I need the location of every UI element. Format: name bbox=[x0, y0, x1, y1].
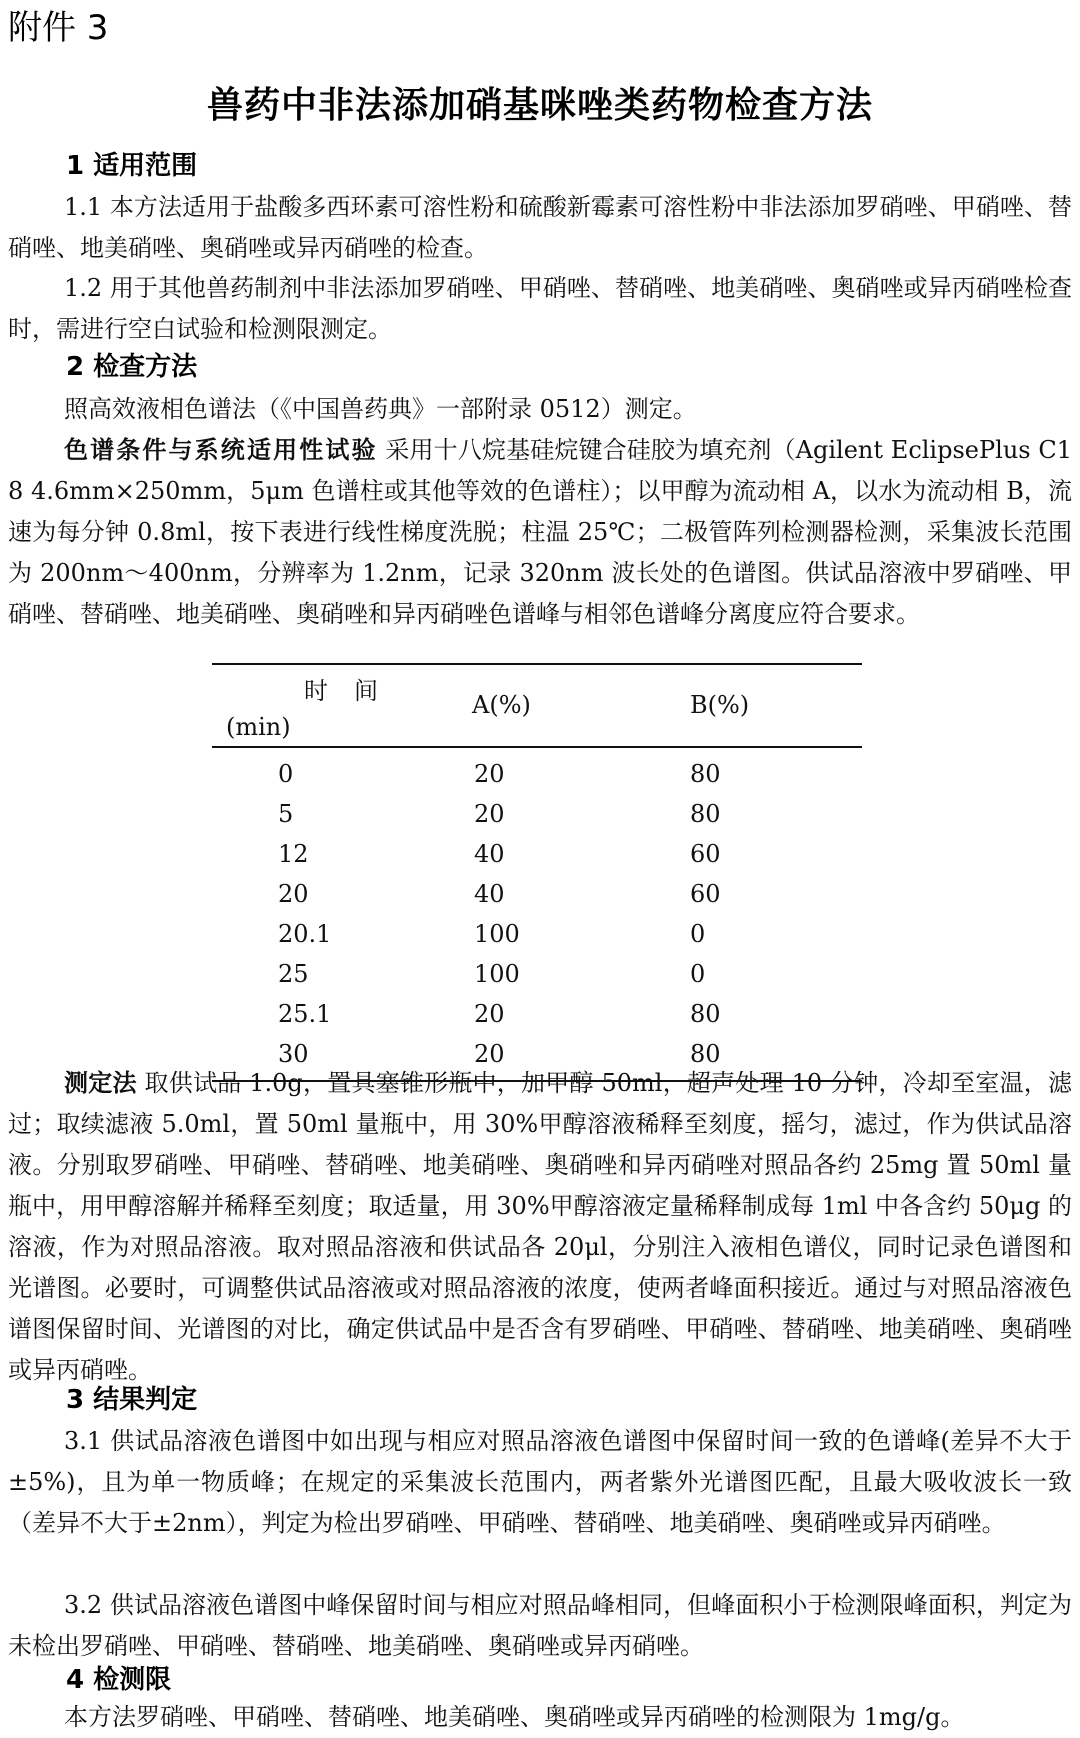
table-row bbox=[212, 914, 862, 954]
header-a: A(%) bbox=[472, 691, 531, 719]
gradient-table-header bbox=[212, 665, 862, 748]
cell-a: 40 bbox=[474, 880, 505, 908]
gradient-table-body bbox=[212, 748, 862, 1080]
determination-lead: 测定法 bbox=[64, 1069, 137, 1097]
determination-text: 取供试品 1.0g，置具塞锥形瓶中，加甲醇 50ml，超声处理 10 分钟，冷却至室温，滤过；取续滤液 5.0ml，置 50ml 量瓶中，用 30%甲醇溶液稀释至刻度，摇匀，滤过，作为供试品溶液。分别取罗硝唑、甲硝唑、替硝唑、地美硝唑、奥硝唑和异丙硝唑对照品各约 25mg 置 50ml 量瓶中，用甲醇溶解并稀释至刻度；取适量，用 30%甲醇溶液定量稀释制成每 1ml 中各含约 50μg 的溶液，作为对照品溶液。取对照品溶液和供试品各 20μl，分别注入液相色谱仪，同时记录色谱图和光谱图。必要时，可调整供试品溶液或对照品溶液的浓度，使两者峰面积接近。通过与对照品溶液色谱图保留时间、光谱图的对比，确定供试品中是否含有罗硝唑、甲硝唑、替硝唑、地美硝唑、奥硝唑或异丙硝唑。 bbox=[8, 1069, 1073, 1384]
cell-a: 20 bbox=[474, 800, 505, 828]
chromatography-lead: 色谱条件与系统适用性试验 bbox=[64, 436, 378, 464]
paragraph-1-1: 1.1 本方法适用于盐酸多西环素可溶性粉和硫酸新霉素可溶性粉中非法添加罗硝唑、甲硝唑、替硝唑、地美硝唑、奥硝唑或异丙硝唑的检查。 bbox=[8, 193, 1072, 262]
paragraph-3-2: 3.2 供试品溶液色谱图中峰保留时间与相应对照品峰相同，但峰面积小于检测限峰面积，判定为未检出罗硝唑、甲硝唑、替硝唑、地美硝唑、奥硝唑或异丙硝唑。 bbox=[8, 1591, 1072, 1660]
chromatography-text: 采用十八烷基硅烷键合硅胶为填充剂（Agilent EclipsePlus C18 4.6mm×250mm，5μm 色谱柱或其他等效的色谱柱）；以甲醇为流动相 A，以水为流动相 B，流速为每分钟 0.8ml，按下表进行线性梯度洗脱；柱温 25℃；二极管阵列检测器检测，采集波长范围为 200nm～400nm，分辨率为 1.2nm，记录 320nm 波长处的色谱图。供试品溶液中罗硝唑、甲硝唑、替硝唑、地美硝唑、奥硝唑和异丙硝唑色谱峰与相邻色谱峰分离度应符合要求。 bbox=[8, 436, 1072, 628]
cell-time: 12 bbox=[278, 840, 309, 868]
table-row bbox=[212, 794, 862, 834]
cell-a: 20 bbox=[474, 1000, 505, 1028]
cell-b: 0 bbox=[690, 960, 706, 988]
gradient-table bbox=[212, 663, 862, 1082]
cell-a: 20 bbox=[474, 760, 505, 788]
cell-b: 60 bbox=[690, 880, 721, 908]
paragraph-3-1: 3.1 供试品溶液色谱图中如出现与相应对照品溶液色谱图中保留时间一致的色谱峰(差异不大于±5%)，且为单一物质峰；在规定的采集波长范围内，两者紫外光谱图匹配，且最大吸收波长一致（差异不大于±2nm），判定为检出罗硝唑、甲硝唑、替硝唑、地美硝唑、奥硝唑或异丙硝唑。 bbox=[8, 1427, 1072, 1537]
cell-time: 30 bbox=[278, 1040, 309, 1068]
section-heading-detection-limit: 4 检测限 bbox=[66, 1665, 172, 1695]
table-row bbox=[212, 954, 862, 994]
table-row bbox=[212, 994, 862, 1034]
cell-time: 20.1 bbox=[278, 920, 332, 948]
cell-time: 5 bbox=[278, 800, 294, 828]
cell-a: 100 bbox=[474, 960, 520, 988]
section-heading-scope: 1 适用范围 bbox=[66, 151, 198, 181]
attachment-label: 附件 3 bbox=[8, 8, 109, 48]
header-b: B(%) bbox=[690, 691, 750, 719]
cell-a: 20 bbox=[474, 1040, 505, 1068]
header-time: 时间 bbox=[304, 677, 404, 705]
paragraph-2-intro: 照高效液相色谱法（《中国兽药典》一部附录 0512）测定。 bbox=[64, 395, 697, 423]
section-heading-method: 2 检查方法 bbox=[66, 352, 198, 382]
cell-time: 25 bbox=[278, 960, 309, 988]
cell-a: 40 bbox=[474, 840, 505, 868]
cell-a: 100 bbox=[474, 920, 520, 948]
section-heading-result: 3 结果判定 bbox=[66, 1385, 198, 1415]
cell-b: 80 bbox=[690, 760, 721, 788]
cell-time: 25.1 bbox=[278, 1000, 332, 1028]
cell-b: 60 bbox=[690, 840, 721, 868]
paragraph-determination bbox=[8, 1063, 1072, 1391]
table-row bbox=[212, 874, 862, 914]
cell-time: 20 bbox=[278, 880, 309, 908]
cell-b: 0 bbox=[690, 920, 706, 948]
cell-b: 80 bbox=[690, 1000, 721, 1028]
document-title: 兽药中非法添加硝基咪唑类药物检查方法 bbox=[206, 85, 873, 126]
table-row bbox=[212, 834, 862, 874]
paragraph-chromatography bbox=[8, 430, 1072, 635]
header-time-unit: (min) bbox=[226, 713, 291, 741]
cell-b: 80 bbox=[690, 1040, 721, 1068]
paragraph-1-2: 1.2 用于其他兽药制剂中非法添加罗硝唑、甲硝唑、替硝唑、地美硝唑、奥硝唑或异丙硝唑检查时，需进行空白试验和检测限测定。 bbox=[8, 274, 1072, 343]
cell-b: 80 bbox=[690, 800, 721, 828]
table-row bbox=[212, 754, 862, 794]
paragraph-4: 本方法罗硝唑、甲硝唑、替硝唑、地美硝唑、奥硝唑或异丙硝唑的检测限为 1mg/g。 bbox=[64, 1703, 965, 1731]
cell-time: 0 bbox=[278, 760, 294, 788]
